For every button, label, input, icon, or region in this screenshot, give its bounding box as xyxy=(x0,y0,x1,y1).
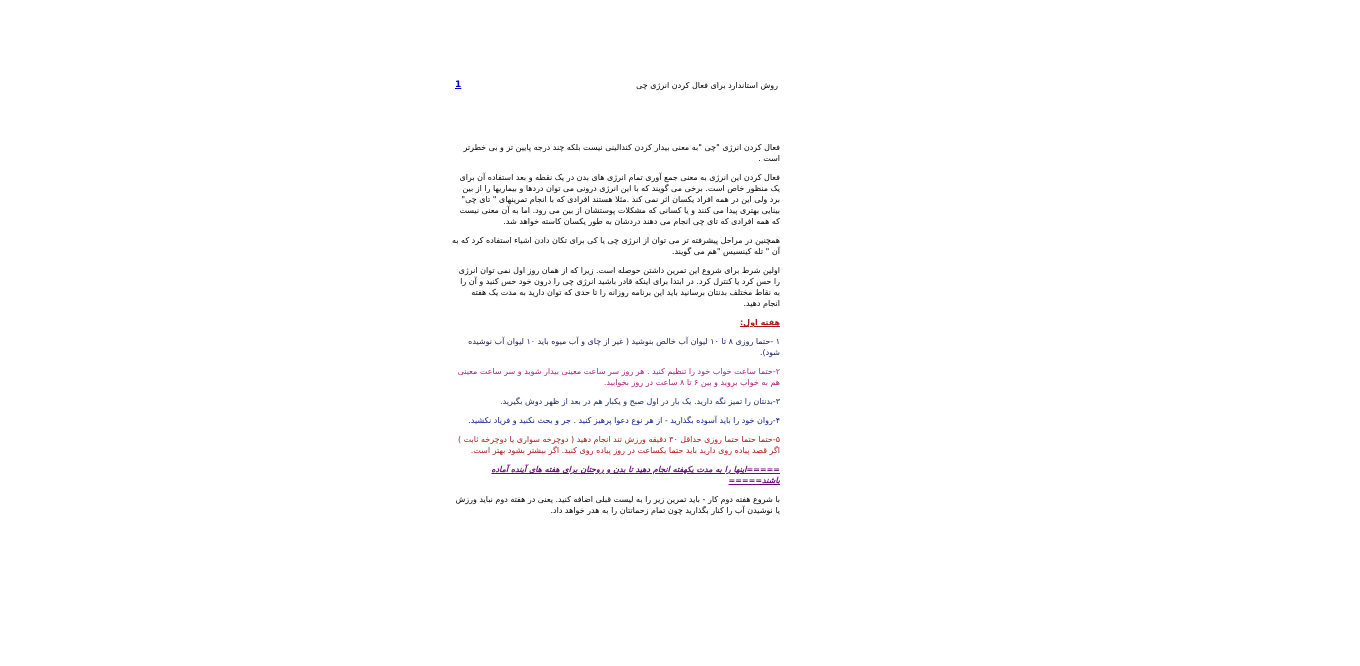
intro-paragraph-2: فعال کردن این انرژی به معنی جمع آوری تمام انرژی های بدن در یک نقطه و بعد استفاده آن برای یک منظور خاص است. برخی می گویند که با این انرژی درونی می توان دردها و بیماریها را از بین برد ولی این در همه افراد یکسان اثر نمی کند .مثلا هستند افرادی که با انجام تمرینهای " تای چی" بینایی بهتری پیدا می کنند و یا کسانی که مشکلات پوستشان از بین می رود. اما به آن معنی نیست که همه افرادی که تای چی انجام می دهند دردشان به طور یکسان کاسته خواهد شد. xyxy=(459,173,780,226)
intro-paragraph-1: فعال کردن انرژی "چی "به معنی بیدار کردن کندالینی نیست بلکه چند درجه پایین تر و بی خطرتر است . xyxy=(463,143,780,163)
week1-heading: هفته اول: xyxy=(739,318,780,327)
page-header xyxy=(452,80,780,92)
step-5: ۵-حتما حتما حتما روزی حداقل ۳۰ دقیقه ورزش تند انجام دهید ( دوچرخه سواری یا دوچرخه ثابت ) اگر قصد پیاده روی دارید باید حتما یکساعت در روز پیاده روی کنید. اگر بیشتر بشود بهتر است. xyxy=(458,435,780,455)
closing-note: =====اینها را به مدت یکهفته انجام دهید تا بدن و روحتان برای هفته های آینده آماده باشند===== xyxy=(491,465,780,485)
page-number-link[interactable]: 1 xyxy=(455,80,462,90)
intro-paragraph-4: اولین شرط برای شروع این تمرین داشتن حوصله است. زیرا که از همان روز اول نمی توان انرژی را حس کرد یا کنترل کرد. در ابتدا برای اینکه قادر باشید انرژی چی را درون خود حس کنید و آن را به نقاط مختلف بدنتان برسانید باید این برنامه روزانه را تا حدی که توان دارید به مدت یک هفته انجام دهید. xyxy=(458,266,780,308)
document-title: روش استاندارد برای فعال کردن انرژی چی xyxy=(636,81,778,90)
step-3: ۳-بدنتان را تمیز نگه دارید. یک بار در اول صبح و یکبار هم در بعد از ظهر دوش بگیرید. xyxy=(500,397,780,406)
step-4: ۴-روان خود را باید آسوده بگذارید - از هر نوع دعوا پرهیز کنید . جر و بحث نکنید و فریاد نکشید. xyxy=(468,416,780,425)
week2-intro: با شروع هفته دوم کار - باید تمرین زیر را به لیست قبلی اضافه کنید. یعنی در هفته دوم نباید ورزش یا نوشیدن آب را کنار بگذارید چون تمام زحماتتان را به هدر خواهد داد. xyxy=(455,495,780,515)
document-page xyxy=(452,80,780,524)
step-2: ۲-حتما ساعت خواب خود را تنظیم کنید . هر روز سر ساعت معینی بیدار شوید و سر ساعت معینی هم به خواب بروید و بین ۶ تا ۸ ساعت در روز بخوابید. xyxy=(457,367,780,387)
step-1: ۱ -حتما روزی ۸ تا ۱۰ لیوان آب خالص بنوشید ( غیر از چای و آب میوه باید ۱۰ لیوان آب نوشیده شود). xyxy=(468,337,780,357)
intro-paragraph-3: همچنین در مراحل پیشرفته تر می توان از انرژی چی یا کی برای تکان دادن اشیاء استفاده کرد که به آن " تله کینسیس "هم می گویند. xyxy=(451,236,780,256)
